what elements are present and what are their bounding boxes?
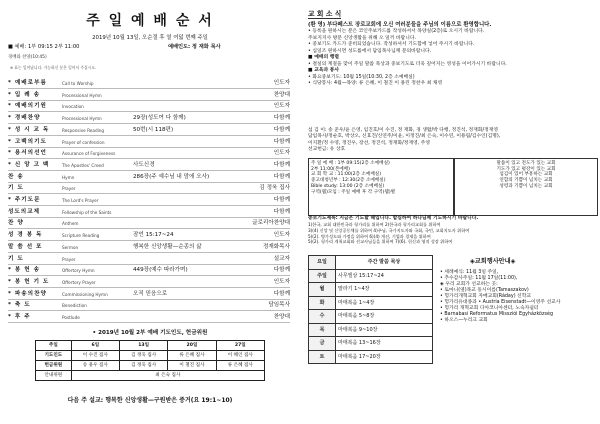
order-item: [8, 185, 290, 194]
duty-cell: 류 은혜 집사: [168, 350, 216, 360]
order-english: Fellowship of the Saints: [62, 209, 112, 215]
event-line: • 추수감사주일: 11월 17일(11:00),: [440, 275, 518, 281]
order-item: [8, 197, 290, 206]
duty-header: 20일: [168, 340, 216, 350]
schedule-day: 화: [309, 296, 336, 310]
order-item: [8, 150, 290, 159]
duty-header: 13일: [120, 340, 168, 350]
prayer-section: [308, 216, 594, 245]
order-label: * 예배로부름: [8, 80, 47, 86]
order-label: * 신 앙 고 백: [8, 161, 50, 168]
order-english: Processional Hymn: [62, 92, 102, 98]
schedule-day: 주일: [309, 269, 336, 283]
order-label: 말 씀 선 포: [8, 243, 43, 250]
duty-row: [36, 360, 265, 370]
schedule-day: 목: [309, 323, 336, 337]
order-item: [8, 232, 290, 241]
vision-line: 기도가 있고 평강이 있는 교회: [496, 166, 556, 172]
order-english: Anthem: [62, 221, 79, 227]
schedule-passage: 마태복음 5~8장: [336, 310, 433, 324]
schedule-passage: 마태복음 9~10장: [336, 323, 433, 337]
schedule-row: [309, 296, 433, 310]
order-label: 기 도: [8, 185, 24, 192]
order-label: * 경배찬양: [8, 115, 41, 122]
order-item: [8, 209, 290, 218]
duty-header: 주일: [36, 340, 72, 350]
order-item: [8, 279, 290, 288]
order-item: [8, 80, 290, 89]
event-line: • Barnabasi Reformatus Missziói Egyházközség: [440, 311, 554, 317]
event-line: • 토마니(옆)목교 동시이름(Tamaszakov): [440, 287, 529, 293]
duty-cell: 이 수진 집사: [71, 350, 119, 360]
order-item: [8, 162, 290, 171]
order-leader: 찬양대: [273, 91, 290, 98]
order-english: Prayer: [62, 256, 76, 262]
schedule-row: [309, 337, 433, 351]
order-detail: 잠언 15:17~24: [133, 232, 174, 239]
schedule-day: 수: [309, 310, 336, 324]
order-label: * 성 시 교 독: [8, 126, 50, 133]
schedule-passage: 사무엘상 15:17~24: [336, 269, 433, 283]
order-detail: 행복한 신앙생활—순종의 삶: [133, 243, 202, 250]
schedule-row: [309, 323, 433, 337]
schedule-info-box: [308, 158, 454, 216]
event-line: • 세례예식: 11월 3일 주일,: [440, 270, 499, 275]
order-leader: 다함께: [273, 126, 290, 133]
order-leader: 찬양대: [273, 314, 290, 320]
duty-cell: 송 용우 집사: [71, 360, 119, 370]
duty-cell: 헌금위원: [36, 360, 72, 370]
order-label: * 봉 헌 송: [8, 267, 40, 274]
order-leader: 다함께: [273, 138, 290, 145]
schedule-passage: 말라기 1~4장: [336, 283, 433, 297]
vision-line: 섬김이 있어 부흥하는 교회: [499, 172, 553, 178]
order-leader: 김 정욱 집사: [259, 185, 290, 192]
order-item: [8, 302, 290, 311]
order-leader: 담임목사: [268, 302, 290, 309]
order-label: * 용서의선언: [8, 150, 47, 157]
duty-cell: 안내위원: [36, 370, 72, 380]
order-leader: 글로리아찬양대: [252, 220, 290, 227]
vision-box: [454, 158, 598, 216]
order-item: [8, 314, 290, 323]
staff-line: 선교헌금: 유 상호: [308, 147, 346, 153]
order-leader: 다함께: [273, 115, 290, 122]
order-label: 성 경 봉 독: [8, 232, 43, 239]
order-label: * 주기도문: [8, 197, 41, 203]
order-item: [8, 174, 290, 183]
duty-header: 27일: [216, 340, 264, 350]
order-label: * 파송의찬양: [8, 290, 47, 297]
announcements-column: [300, 0, 600, 424]
schedule-passage: 마태복음 17~20장: [336, 350, 433, 364]
order-leader: 다함께: [273, 290, 290, 297]
order-english: Prayer: [62, 186, 76, 192]
event-line: • 헝가리개혁교회 자매교회(Ráday) 신학교: [440, 293, 532, 299]
order-item: [8, 92, 290, 101]
order-item: [8, 244, 290, 253]
order-item: [8, 103, 290, 112]
order-item: [8, 267, 290, 276]
event-line: • 하오스—누리크 교회: [440, 317, 488, 323]
order-english: Benediction: [62, 303, 87, 309]
order-label: 찬 송: [8, 173, 24, 180]
schedule-row: [309, 350, 433, 364]
order-leader: 다함께: [273, 267, 290, 274]
info-line: 교 회 학 교 : 11:00(2층 소예배실): [311, 172, 381, 178]
schedule-day: 월: [309, 283, 336, 297]
prayer-items: [308, 222, 594, 245]
announcement-line: • 십일조 원하시면 성도를에서 담임목사님께 문의바랍니다.: [308, 48, 432, 54]
event-line: • 헝가리 개혁교회 디아코니아센터, 노숙자쉼터: [440, 305, 539, 311]
duty-cell: 김 정욱 집사: [120, 360, 168, 370]
schedule-row: [309, 256, 433, 270]
duty-row: [36, 370, 265, 380]
worship-line: • 결실의 계절을 맞이 주일 말씀 묵상과 중보기도로 더욱 깊어지는 영성을 이어가시기 바랍니다.: [308, 61, 507, 67]
order-label: * 봉 헌 기 도: [8, 278, 50, 285]
welcome-line: (환 영) 부다페스트 장로교회에 오신 여러분들을 주님의 이름으로 환영합니다.: [308, 22, 492, 28]
order-detail: 오직 믿음으로: [133, 290, 168, 297]
announcements-title: 교 회 소 식: [308, 10, 342, 18]
order-leader: 다함께: [273, 208, 290, 215]
staff-line: 이지환/정 수영, 정진우, 장선, 정진석, 정재화/정재영, 주영: [308, 140, 430, 146]
order-label: 찬 양: [8, 220, 24, 227]
duty-cell: 최 은숙 집사: [71, 370, 264, 380]
info-line: 구역(웹)모임 : 주일 예배 후 각 구역(웹)별: [311, 189, 396, 195]
duty-header: 6일: [71, 340, 119, 350]
prayer-item: 3)(4) 신앙 및 신앙공동체를 위하여 4)주님, 국가지도자와 국회, 국민, 교회지도자 위하여: [308, 228, 470, 234]
order-label: * 예배의기원: [8, 103, 47, 110]
praise-time: 경배와 찬양(10:45): [8, 54, 47, 60]
event-line: • 헝가리유대종과 • Austria Eisenstadt—이영주 선교사: [440, 299, 561, 305]
info-line: Bible study: 13:00 (2층 소예배실): [311, 183, 385, 189]
staff-line: 담임목사/정순호, 박상오, 신효진/신연주/이윤, 이정진/최 은숙, 이수연, 이용림/김수인(김명),: [308, 134, 501, 140]
order-detail: 449장(예수 따라가며): [133, 267, 188, 274]
info-line: 주 일 예 배 : 1부 09:15(2층 소예배실): [311, 161, 390, 166]
duty-cell: 류 은혜 집사: [216, 360, 264, 370]
order-leader: 다함께: [273, 197, 290, 203]
education-line: • 식당봉사: 4월—목양: 류 은혜, 이 철진 이 용린 정찬우 최 채영: [308, 81, 443, 87]
schedule-passage: 주간 말씀 묵상: [336, 256, 433, 270]
duty-title: • 2019년 10월 2부 예배 기도인도, 헌금위원: [92, 330, 208, 336]
order-english: Postlude: [62, 315, 80, 320]
order-detail: 286장(주 예수님 내 맘에 오사): [133, 173, 210, 180]
staff-list: [308, 128, 594, 154]
order-leader: 정재화목사: [262, 243, 290, 250]
prayer-item: 5)(2). 헝가리 개척교회와 선교사님들을 위하여 7)(6). 헌신과 영적 성장 위하여: [308, 239, 453, 245]
schedule-row: [309, 283, 433, 297]
order-item: [8, 127, 290, 136]
weekly-meditation-table: [308, 255, 433, 364]
order-english: Scripture Reading: [62, 233, 100, 239]
order-english: Offertory Prayer: [62, 279, 96, 285]
order-item: [8, 291, 290, 300]
service-date: 2019년 10월 13일, 오순절 후 열 여덟 번째 주일: [92, 35, 208, 41]
order-leader: 인도자: [273, 232, 290, 239]
events-title: ◈교회행사안내◈: [470, 258, 516, 265]
order-leader: 다함께: [273, 173, 290, 180]
education-heading: ■ 교육과 봉사: [308, 68, 340, 74]
order-item: [8, 220, 290, 229]
service-times: ■ 예배: 1부 09:15 2부 11:00: [8, 44, 80, 50]
info-line: 2부 11:00(본예배): [311, 166, 350, 172]
next-sermon: 다음 주 설교: 행복한 신앙생활—구원받은 증거(요 19:1~10): [67, 397, 233, 404]
order-english: Responsive Reading: [62, 127, 105, 133]
welcome-text: [308, 22, 594, 88]
order-english: The Apostles' Creed: [62, 162, 104, 168]
duty-cell: 기도인도: [36, 350, 72, 360]
order-leader: 설교자: [273, 255, 290, 262]
order-detail: 50번(시 118편): [133, 126, 174, 133]
schedule-row: [309, 310, 433, 324]
duty-cell: 이 철진 집사: [168, 360, 216, 370]
worship-heading: ■ 예배의 행렬: [308, 55, 340, 61]
schedule-day: 토: [309, 350, 336, 364]
staff-line: 섬 김 이: 송 준우/윤 은영, 임진호/이 수진, 정 재화, 경 생활/박 다행, 정진석, 정재화/정재영: [308, 128, 498, 133]
order-english: Invocation: [62, 104, 84, 110]
duty-roster: [8, 330, 292, 381]
order-label: 성도의교제: [8, 208, 41, 215]
order-english: Prayer of confession: [62, 139, 105, 145]
order-leader: 인도자: [273, 80, 290, 86]
prayer-item: 5)(2). 병가성도와 가정을 위하여 6)(4) 개선, 기업과 경제을 위하여: [308, 233, 431, 239]
order-leader: 인도자: [273, 278, 290, 285]
announcement-line: • 중보기도 카드가 준비되었습니다. 작성하셔서 기도함에 넣어 주시기 바랍니다.: [308, 42, 475, 48]
duty-table: [35, 340, 265, 381]
prayer-line: 중보기도제목: 지금은 기도할 때입니다. 합심하여 하나님께 기도하시기 바랍니다.: [308, 216, 479, 221]
info-line: 중고대청년부 : 12:30(2층 소예배실): [311, 178, 386, 184]
order-leader: 인도자: [273, 150, 290, 157]
schedule-passage: 마태복음 13~16장: [336, 337, 433, 351]
education-list: [308, 75, 594, 88]
order-item: [8, 139, 290, 148]
worship-leader: 예배인도: 정 재화 목사: [168, 44, 221, 50]
order-label: * 축 도: [8, 302, 31, 309]
standing-note: ※ 표는 일어납니다. 가능하신 분은 일어서 주십시오.: [10, 65, 97, 70]
order-detail: 사도신경: [133, 161, 155, 168]
schedule-row: [309, 269, 433, 283]
order-english: Offertory Hymn: [62, 268, 95, 274]
schedule-day: 금: [309, 337, 336, 351]
order-label: * 입 례 송: [8, 91, 40, 98]
order-english: Hymn: [62, 174, 75, 180]
order-english: Call to Worship: [62, 81, 94, 86]
order-english: The Lord's Prayer: [62, 198, 99, 203]
order-leader: 인도자: [273, 103, 290, 110]
order-english: Commissioning Hymn: [62, 291, 108, 297]
order-label: * 고백의기도: [8, 138, 47, 145]
order-english: Processional Hymn: [62, 116, 102, 122]
service-info: [8, 44, 292, 60]
order-english: Sermon: [62, 244, 79, 250]
duty-row: [36, 350, 265, 360]
event-line: ◈ 우리 교회가 선교하는 곳:: [440, 281, 498, 287]
announcement-line: 주보지지사 방문 신앙생활을 위해 오 일끼 바랍니다.: [308, 35, 416, 41]
vision-line: 연합의 기쁨이 넘치는 교회: [499, 178, 553, 184]
order-item: [8, 256, 290, 265]
duty-cell: 김 정욱 집사: [120, 350, 168, 360]
duty-cell: 이 해인 집사: [216, 350, 264, 360]
page-title: 주 일 예 배 순 서: [86, 13, 214, 29]
schedule-passage: 마태복음 1~4장: [336, 296, 433, 310]
order-english: Assurance of Forgiveness: [62, 151, 116, 157]
order-label: 기 도: [8, 255, 24, 262]
order-detail: 29장(성도여 다 함께): [133, 115, 186, 122]
vision-line: 성령과 기쁨이 넘치는 교회: [499, 183, 553, 189]
announcement-list: [308, 29, 594, 55]
prayer-item: 1)한국, 교회 대한민국과 헝가리를 위하여 2)한국과 헝가리교회를 위하여: [308, 222, 441, 228]
order-item: [8, 115, 290, 124]
order-label: * 후 주: [8, 314, 31, 320]
announcement-line: • 등록을 원하시는 분은 코인주보카드를 작성하셔서 목양실(2층)로 오시기 바랍니다.: [308, 29, 485, 35]
order-leader: 다함께: [273, 161, 290, 168]
events-list: [440, 270, 592, 324]
schedule-day: 요일: [309, 256, 336, 270]
vision-line: 말씀이 있고 전도가 있는 교회: [496, 161, 556, 166]
education-line: • 화요중보기도: 10월 15일(10:30, 2층 소예배실): [308, 74, 415, 80]
